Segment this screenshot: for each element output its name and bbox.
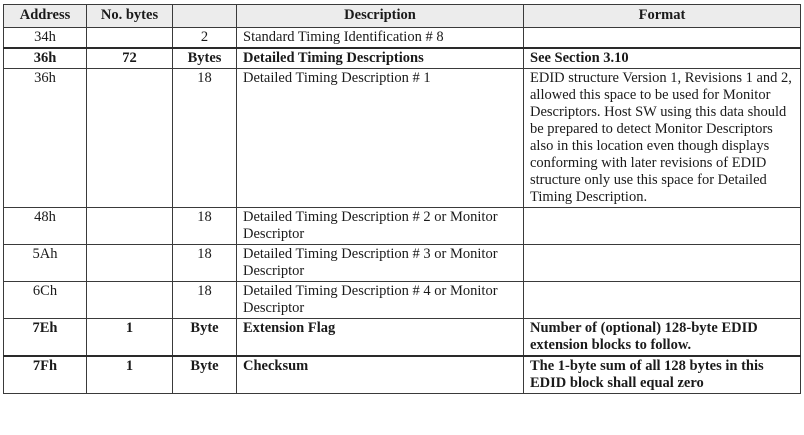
cell-address: 6Ch <box>4 282 87 319</box>
cell-nbytes <box>87 245 173 282</box>
cell-address: 34h <box>4 28 87 49</box>
cell-format: The 1-byte sum of all 128 bytes in this EDID block shall equal zero <box>524 356 801 394</box>
table-row <box>4 28 801 49</box>
cell-format: EDID structure Version 1, Revisions 1 and 2, allowed this space to be used for Monitor Descriptors. Host SW using this data should be prepared to detect Monitor Descriptors also in this location even though displays conforming with later revisions of EDID structure only use this space for Detailed Timing Description. <box>524 69 801 208</box>
cell-unit: 18 <box>173 69 237 208</box>
cell-address: 36h <box>4 69 87 208</box>
cell-description: Checksum <box>237 356 524 394</box>
cell-unit: Byte <box>173 356 237 394</box>
header-unit <box>173 5 237 28</box>
cell-nbytes: 72 <box>87 48 173 69</box>
cell-nbytes <box>87 69 173 208</box>
cell-format: See Section 3.10 <box>524 48 801 69</box>
cell-description: Extension Flag <box>237 319 524 357</box>
cell-format <box>524 28 801 49</box>
cell-nbytes: 1 <box>87 319 173 357</box>
cell-description: Standard Timing Identification # 8 <box>237 28 524 49</box>
header-format: Format <box>524 5 801 28</box>
cell-unit: 18 <box>173 245 237 282</box>
cell-unit: 2 <box>173 28 237 49</box>
table-row <box>4 48 801 69</box>
cell-unit: Byte <box>173 319 237 357</box>
edid-table <box>3 4 801 394</box>
table-header-row <box>4 5 801 28</box>
cell-description: Detailed Timing Description # 3 or Monitor Descriptor <box>237 245 524 282</box>
table-row <box>4 208 801 245</box>
cell-address: 7Fh <box>4 356 87 394</box>
cell-description: Detailed Timing Description # 4 or Monitor Descriptor <box>237 282 524 319</box>
header-description: Description <box>237 5 524 28</box>
cell-nbytes <box>87 282 173 319</box>
header-no-bytes: No. bytes <box>87 5 173 28</box>
cell-format <box>524 245 801 282</box>
cell-format <box>524 208 801 245</box>
cell-address: 36h <box>4 48 87 69</box>
table-row <box>4 69 801 208</box>
cell-description: Detailed Timing Description # 1 <box>237 69 524 208</box>
cell-description: Detailed Timing Description # 2 or Monitor Descriptor <box>237 208 524 245</box>
cell-nbytes <box>87 28 173 49</box>
cell-format <box>524 282 801 319</box>
cell-address: 5Ah <box>4 245 87 282</box>
table-row <box>4 319 801 357</box>
table-row <box>4 282 801 319</box>
header-address: Address <box>4 5 87 28</box>
cell-unit: Bytes <box>173 48 237 69</box>
cell-address: 7Eh <box>4 319 87 357</box>
cell-unit: 18 <box>173 208 237 245</box>
cell-format: Number of (optional) 128-byte EDID extension blocks to follow. <box>524 319 801 357</box>
cell-address: 48h <box>4 208 87 245</box>
cell-description: Detailed Timing Descriptions <box>237 48 524 69</box>
cell-nbytes: 1 <box>87 356 173 394</box>
cell-unit: 18 <box>173 282 237 319</box>
table-row <box>4 245 801 282</box>
table-row <box>4 356 801 394</box>
cell-nbytes <box>87 208 173 245</box>
